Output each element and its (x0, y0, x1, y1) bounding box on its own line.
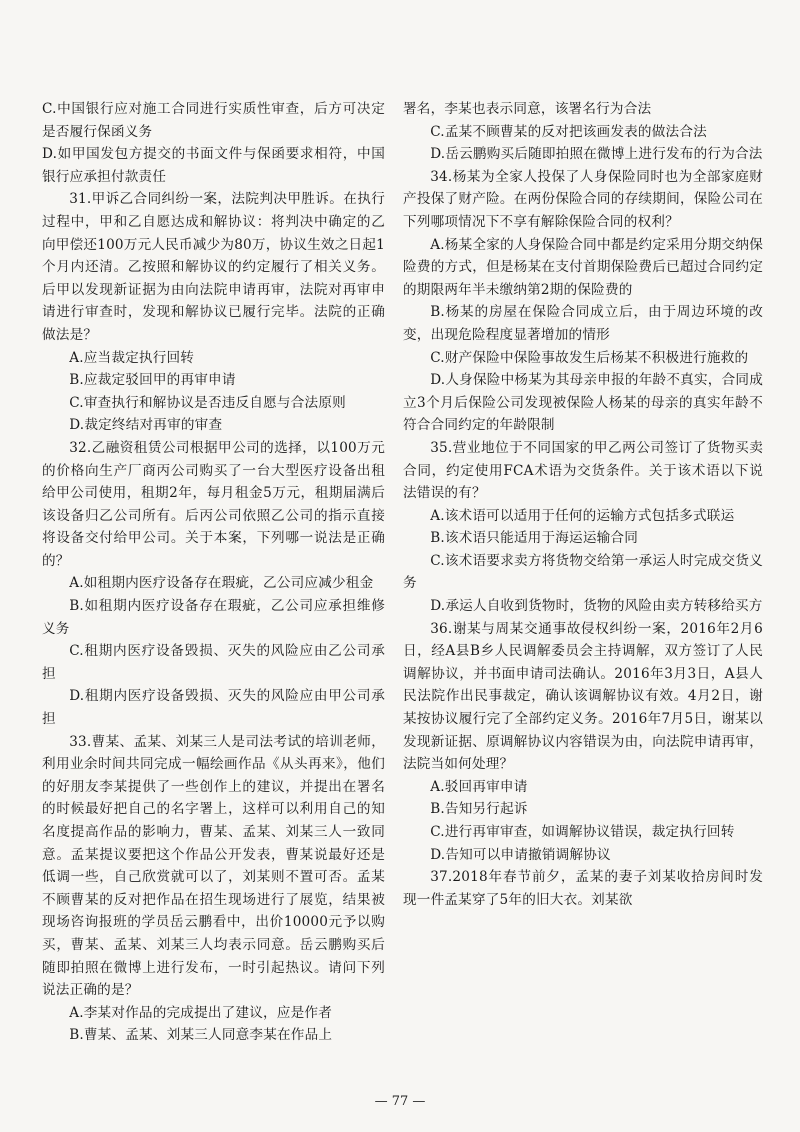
question-33-option-d: D.岳云鹏购买后随即拍照在微博上进行发布的行为合法 (430, 146, 763, 163)
question-30-option-c: C.中国银行应对施工合同进行实质性审查，后方可决定是否履行保函义务 (42, 101, 385, 140)
left-column (42, 98, 385, 1047)
question-33-option-b: B.曹某、孟某、刘某三人同意李某在作品上 (69, 1027, 333, 1044)
question-34-stem: 34.杨某为全家人投保了人身保险同时也为全部家庭财产投保了财产险。在两份保险合同的存续期间，保险公司在下列哪项情况下不享有解除保险合同的权利？ (403, 168, 763, 230)
question-36-option-a: A.驳回再审申请 (430, 778, 528, 795)
question-33-option-c: C.孟某不顾曹某的反对把该画发表的做法合法 (430, 123, 707, 140)
question-35-option-d: D.承运人自收到货物时，货物的风险由卖方转移给买方 (430, 598, 763, 615)
question-35-stem: 35.营业地位于不同国家的甲乙两公司签订了货物买卖合同，约定使用FCA术语为交货条件。关于该术语以下说法错误的有？ (403, 439, 763, 502)
question-31-stem: 31.甲诉乙合同纠纷一案，法院判决甲胜诉。在执行过程中，甲和乙自愿达成和解协议：将判决中确定的乙向甲偿还100万元人民币减少为80万，协议生效之日起1个月内还清。乙按照和解协议的约定履行了相关义务。后甲以发现新证据为由向法院申请再审，法院对再审申请进行审查时，发现和解协议已履行完毕。法院的正确做法是？ (42, 191, 385, 343)
question-33-stem: 33.曹某、孟某、刘某三人是司法考试的培训老师，利用业余时间共同完成一幅绘画作品《从头再来》，他们的好朋友李某提供了一些创作上的建议，并提出在署名的时候最好把自己的名字署上，这样可以利用自己的知名度提高作品的影响力，曹某、孟某、刘某三人一致同意。孟某提议要把这个作品公开发表，曹某说最好还是低调一些，自己欣赏就可以了，刘某则不置可否。孟某不顾曹某的反对把作品在招生现场进行了展览，结果被现场咨询报班的学员岳云鹏看中，出价10000元予以购买，曹某、孟某、刘某三人均表示同意。岳云鹏购买后随即拍照在微博上进行发布，一时引起热议。请问下列说法正确的是？ (42, 733, 385, 999)
question-33-option-b-cont: 署名，李某也表示同意，该署名行为合法 (403, 101, 652, 117)
question-35-option-c: C.该术语要求卖方将货物交给第一承运人时完成交货义务 (403, 552, 763, 592)
question-32-option-d: D.租期内医疗设备毁损、灭失的风险应由甲公司承担 (42, 688, 385, 728)
page-number: — 77 — (374, 1094, 426, 1109)
question-32-option-b: B.如租期内医疗设备存在瑕疵，乙公司应承担维修义务 (42, 598, 385, 637)
question-32-stem: 32.乙融资租赁公司根据甲公司的选择，以100万元的价格向生产厂商丙公司购买了一台大型医疗设备出租给甲公司使用，租期2年，每月租金5万元，租期届满后该设备归乙公司所有。后丙公司依照乙公司的指示直接将设备交付给甲公司。关于本案，下列哪一说法是正确的？ (42, 439, 385, 569)
question-37-stem: 37.2018年春节前夕，孟某的妻子刘某收拾房间时发现一件孟某穿了5年的旧大衣。刘某欲 (403, 869, 763, 908)
question-36-option-c: C.进行再审审查，如调解协议错误，裁定执行回转 (430, 824, 735, 840)
question-34-option-c: C.财产保险中保险事故发生后杨某不积极进行施救的 (430, 349, 749, 366)
question-31-option-a: A.应当裁定执行回转 (69, 349, 195, 366)
question-34-option-d: D.人身保险中杨某为其母亲申报的年龄不真实，合同成立3个月后保险公司发现被保险人杨某的母亲的真实年龄不符合合同约定的年龄限制 (403, 372, 763, 434)
question-35-option-b: B.该术语只能适用于海运运输合同 (430, 530, 639, 547)
question-32-option-c: C.租期内医疗设备毁损、灭失的风险应由乙公司承担 (42, 643, 385, 682)
question-31-option-b: B.应裁定驳回甲的再审申请 (69, 372, 236, 389)
question-33-option-a: A.李某对作品的完成提出了建议，应是作者 (69, 1004, 333, 1021)
question-36-option-d: D.告知可以申请撤销调解协议 (430, 846, 611, 863)
question-36-option-b: B.告知另行起诉 (430, 801, 528, 818)
question-31-option-c: C.审查执行和解协议是否违反自愿与合法原则 (69, 394, 346, 411)
question-32-option-a: A.如租期内医疗设备存在瑕疵，乙公司应减少租金 (69, 575, 374, 592)
question-34-option-b: B.杨某的房屋在保险合同成立后，由于周边环境的改变，出现危险程度显著增加的情形 (403, 304, 763, 343)
question-31-option-d: D.裁定终结对再审的审查 (69, 417, 223, 434)
right-column (403, 98, 763, 911)
question-30-option-d: D.如甲国发包方提交的书面文件与保函要求相符，中国银行应承担付款责任 (42, 146, 385, 185)
question-34-option-a: A.杨某全家的人身保险合同中都是约定采用分期交纳保险费的方式，但是杨某在支付首期保险费后已超过合同约定的期限两年半未缴纳第2期的保险费的 (403, 236, 763, 298)
question-36-stem: 36.谢某与周某交通事故侵权纠纷一案，2016年2月6日，经A县B乡人民调解委员会主持调解，双方签订了人民调解协议，并书面申请司法确认。2016年3月3日，A县人民法院作出民事裁定，确认该调解协议有效。4月2日，谢某按协议履行完了全部约定义务。2016年7月5日，谢某以发现新证据、原调解协议内容错误为由，向法院申请再审，法院当如何处理？ (403, 620, 763, 773)
question-35-option-a: A.该术语可以适用于任何的运输方式包括多式联运 (430, 507, 735, 524)
